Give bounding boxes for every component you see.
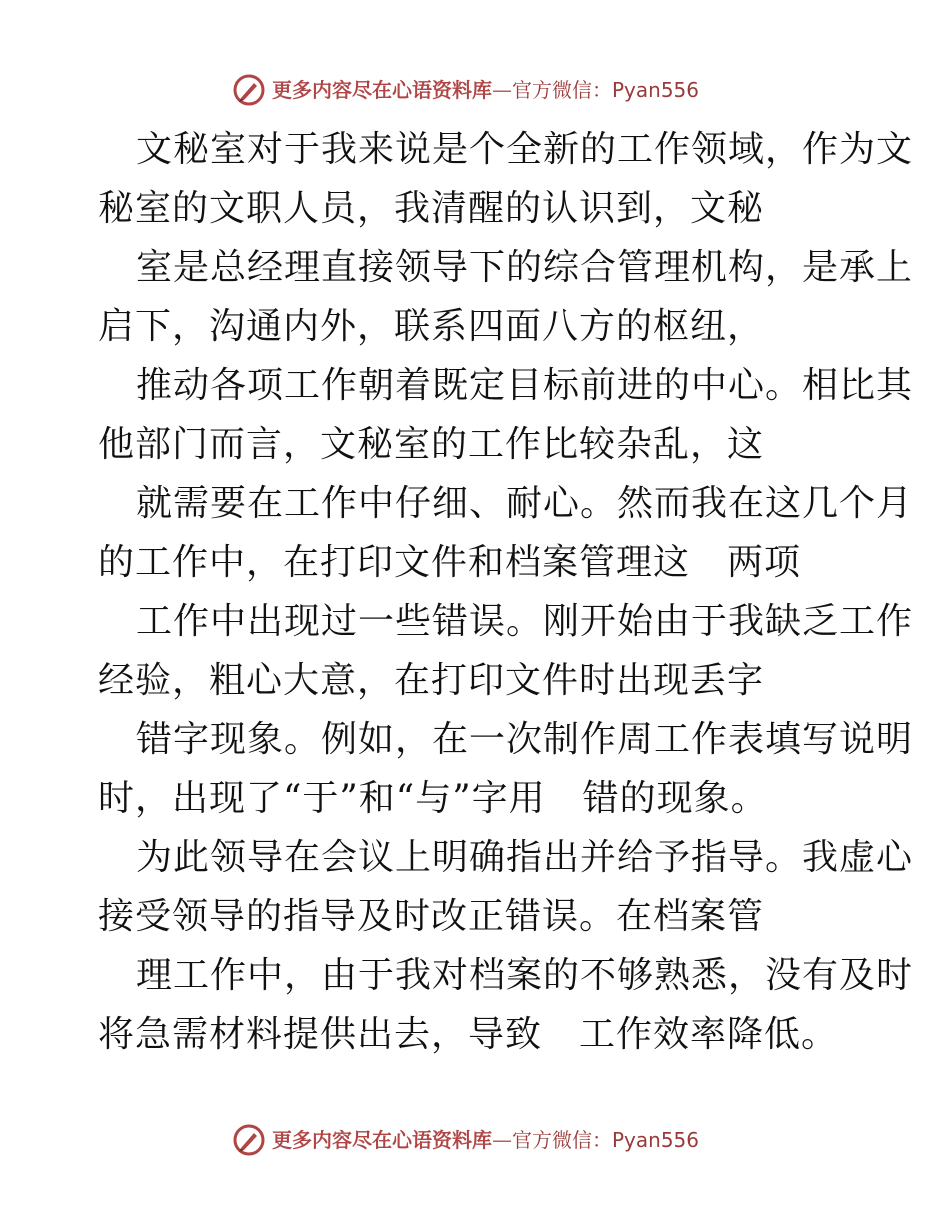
pen-logo-icon [232,73,266,107]
body-line: 工作中出现过一些错误。刚开始由于我缺乏工作 [136,601,914,642]
pen-logo-icon [232,1123,266,1157]
body-line: 时，出现了“于”和“与”字用 错的现象。 [98,778,768,819]
watermark-text [272,1130,699,1150]
body-line: 接受领导的指导及时改正错误。在档案管 [98,896,765,937]
body-line: 将急需材料提供出去，导致 工作效率降低。 [98,1014,839,1055]
header-watermark [232,72,752,108]
body-line: 文秘室对于我来说是个全新的工作领域，作为文 [136,129,914,170]
watermark-account: 官方微信：Pyan556 [512,1128,700,1152]
body-line: 启下，沟通内外，联系四面八方的枢纽， [98,306,765,347]
watermark-brand: 更多内容尽在心语资料库 [272,1128,492,1152]
body-line: 推动各项工作朝着既定目标前进的中心。相比其 [136,365,914,406]
watermark-separator: — [492,78,512,102]
body-line: 他部门而言，文秘室的工作比较杂乱，这 [98,424,765,465]
body-line: 就需要在工作中仔细、耐心。然而我在这几个月 [136,483,914,524]
document-body [98,120,914,1064]
watermark-text [272,80,699,100]
watermark-separator: — [492,1128,512,1152]
watermark-account: 官方微信：Pyan556 [512,78,700,102]
body-line: 秘室的文职人员，我清醒的认识到，文秘 [98,188,765,229]
body-line: 理工作中，由于我对档案的不够熟悉，没有及时 [136,955,914,996]
footer-watermark [232,1122,752,1158]
body-line: 错字现象。例如，在一次制作周工作表填写说明 [136,719,914,760]
body-line: 经验，粗心大意，在打印文件时出现丢字 [98,660,765,701]
body-line: 为此领导在会议上明确指出并给予指导。我虚心 [136,837,914,878]
body-line: 的工作中，在打印文件和档案管理这 两项 [98,542,802,583]
body-line: 室是总经理直接领导下的综合管理机构，是承上 [136,247,914,288]
watermark-brand: 更多内容尽在心语资料库 [272,78,492,102]
